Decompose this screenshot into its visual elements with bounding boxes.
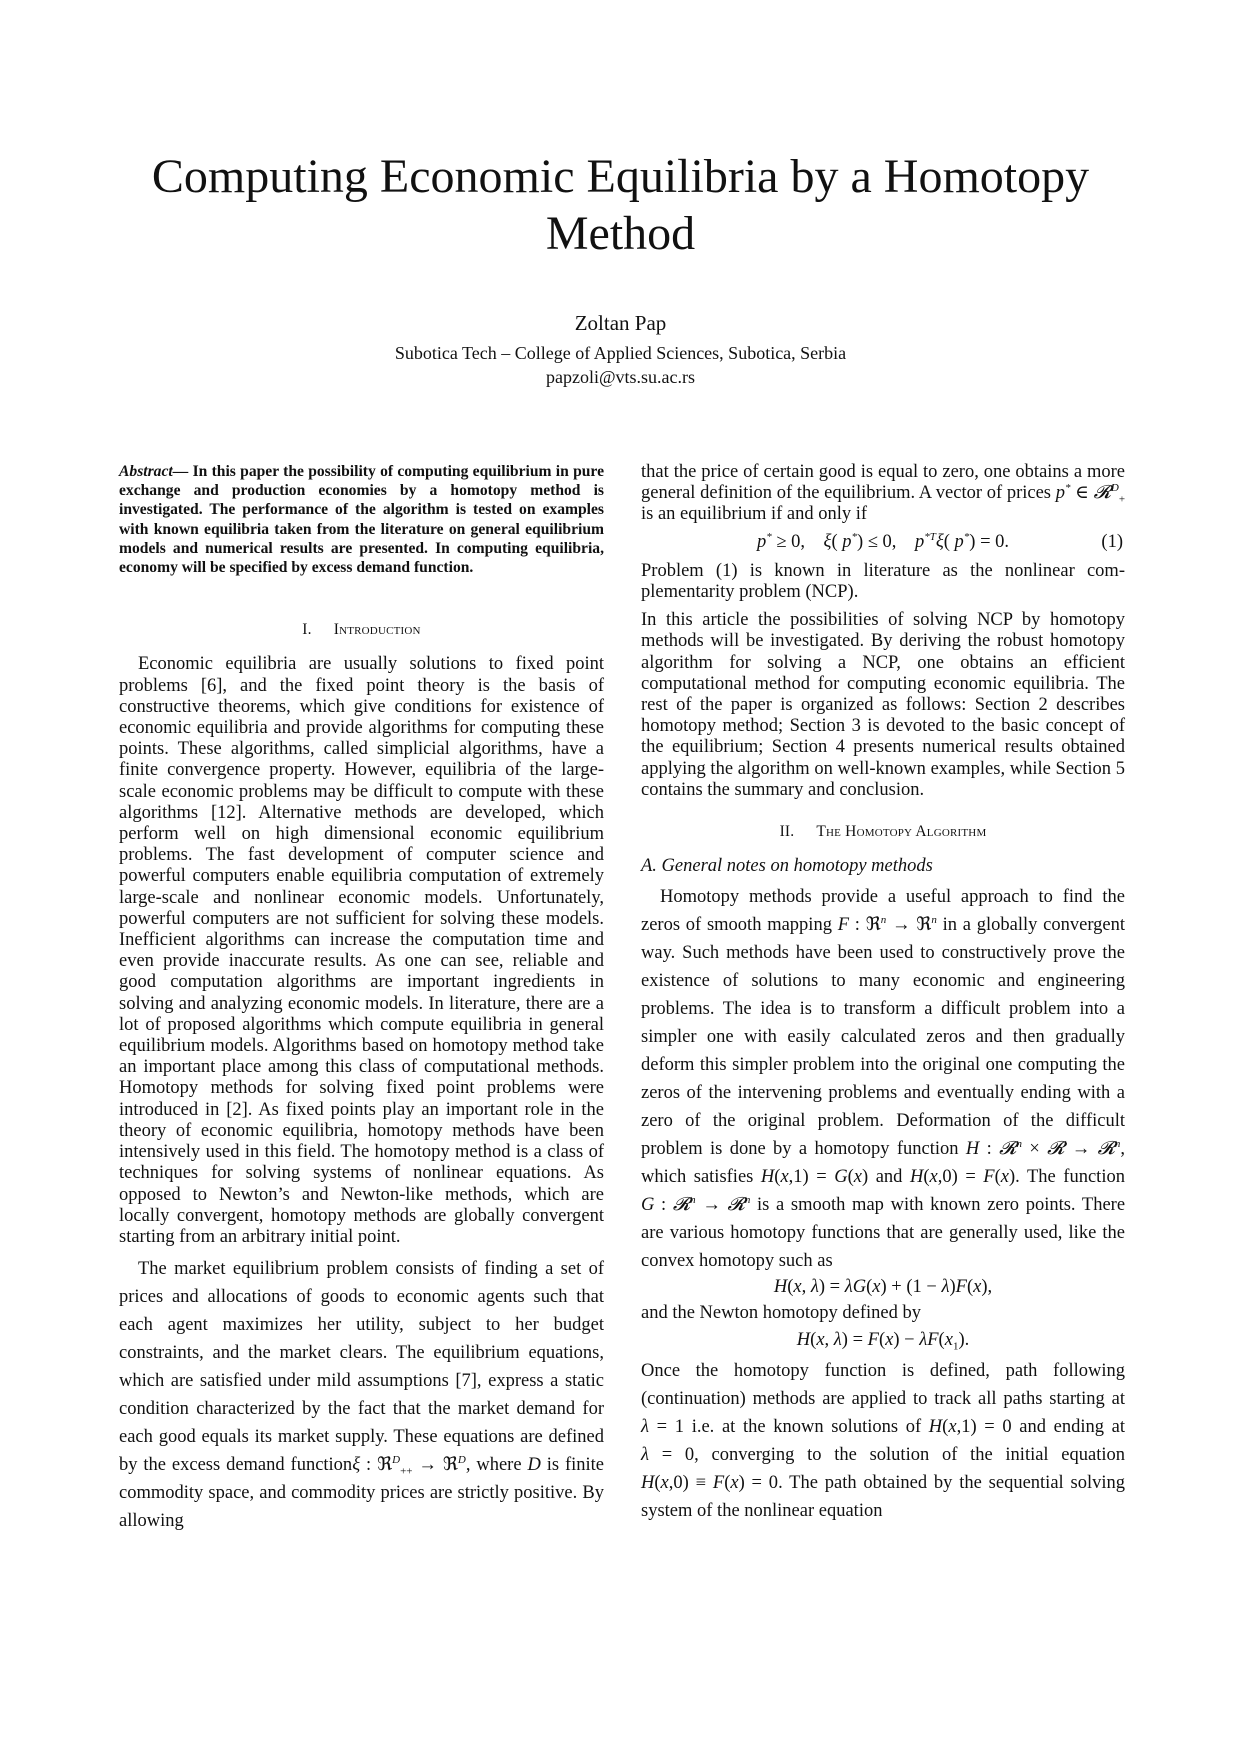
intro-paragraph-2 [119,1255,604,1535]
homotopy-function-formula: H : 𝓡$^n$ × 𝓡 → 𝓡$^n$ [965,1138,1121,1160]
lambda-one: λ = 1 [641,1417,685,1438]
h-p1-e: . The function [1015,1167,1125,1188]
abstract-text: In this paper the possibility of computing equilibrium in pure exchange and production economies by a homotopy method is investigated. The performance of the algorithm is tested on examples with known equilibria taken from the literature on general equilibrium models and numerical results are presented. In computing equilibria, economy will be specified by excess demand function. [119,463,604,577]
right-column [641,462,1125,1525]
price-vector-formula: p* ∈ 𝓡$^D_+$ [1055,482,1126,506]
math-D: D [527,1455,541,1476]
h-p2-c: and ending at [1019,1417,1126,1438]
title-line-2: Method [545,207,696,260]
newton-homotopy-intro: and the Newton homotopy defined by [641,1302,922,1323]
h-p2-a: Once the homotopy function is defined, path following (continuation) methods are applied to track all paths starting at [641,1361,1125,1410]
affiliation: Subotica Tech – College of Applied Sciences, Subotica, Serbia [394,343,847,363]
h-p2-d: , converging to the solution of the initial equation [694,1445,1126,1466]
boundary-condition-0: H(x,0) = F(x) [909,1167,1016,1188]
ncp-paragraph: Problem (1) is known in literature as the nonlinear complementarity problem (NCP). [641,560,1125,603]
article-overview-paragraph: In this article the possibilities of solving NCP by homotopy methods will be investigated. By deriving the robust homotopy algorithm for solving a NCP, one obtains an efficient computational method for computing economic equilibria. The rest of the paper is organized as follows: Section 2 describes homotopy method; Section 3 is devoted to the basic concept of the equilibrium; Section 4 presents numerical results obtained applying the algorithm on well-known examples, while Section 5 contains the summary and conclusion. [641,610,1125,800]
intro-paragraph-1: Economic equilibria are usually solutions to fixed point problems [6], and the fixed point theory is the basis of constructive theorems, which give conditions for existence of economic equilibria and provide algorithms for computing these points. These algorithms, called simplicial algorithms, have a finite convergence property. However, equilibria of the large-scale economic problems may be difficult to compute with these algorithms [12]. Alternative methods are developed, which perform well on high dimensional economic equilibrium problems. The fast development of computer science and powerful computers enable equilibria computation of extremely large-scale and nonlinear economic models. Unfortunately, powerful computers are not sufficient for solving these models. Inefficient algorithms can increase the computation time and even provide inaccurate results. As one can see, reliable and good computation algorithms are important ingredients in solving and analyzing economic models. In literature, there are a lot of proposed algorithms which compute equilibria in general equilibrium models. Algorithms based on homotopy method take an important place among this class of computational methods. Homotopy methods for solving fixed point problems were introduced in [2]. As fixed points play an important role in the theory of economic equilibria, homotopy methods have been intensively used in this field. The homotopy method is a class of techniques for solving systems of nonlinear equations. As opposed to Newton’s and Newton-like methods, which are locally convergent, homotopy methods are globally convergent starting from an arbitrary initial point. [119,654,604,1247]
h-p1-f: is a smooth map with known zero points. There are various homotopy functions that are generally used, like the convex homotopy such as [641,1195,1126,1272]
homotopy-paragraph-2 [641,1357,1125,1525]
section-number: I. [302,621,312,639]
initial-equation-formula: H(x,0) ≡ F(x) = 0 [641,1473,779,1494]
excess-demand-formula: ξ : ℜ$^D_{++}$ → ℜ$^D$ [352,1453,466,1478]
h-p1-b: in a globally convergent way. Such methods have been used to constructively prove the existence of solutions to many economic and engineering problems. The idea is to transform a difficult problem into a simpler one with easily calculated zeros and then gradually deform this simpler problem into the original one computing the zeros of the intervening problems and eventually ending with a zero of the original problem. Deformation of the difficult problem is done by a homotopy function [641,915,1125,1160]
author-name: Zoltan Pap [574,311,667,335]
h-p1-d: and [875,1167,903,1188]
affiliation-block [0,341,1241,389]
section-heading-introduction [119,619,604,640]
h-p2-e: . The path obtained by the sequential solving system of the nonlinear equation [641,1473,1125,1522]
subsection-heading: A. General notes on homotopy methods [641,856,933,877]
paper-title [60,148,1181,262]
title-line-1: Computing Economic Equilibria by a Homotopy [151,150,1090,203]
intro-p2-text-c: is finite commodity space, and commodity prices are strictly positive. By allowing [119,1455,605,1532]
continuation-paragraph [641,462,1125,526]
boundary-condition-1: H(x,1) = G(x) [760,1167,869,1188]
left-column [119,462,604,1535]
equation-1-formula: p* ≥ 0, ξ( p*) ≤ 0, $p^{*T}\xi$( p*) = 0. [756,530,1010,552]
smooth-map-formula: G : 𝓡$^n$ → 𝓡$^n$ [641,1194,751,1216]
convex-homotopy-equation: H(x, λ) = λG(x) + (1 − λ)F(x), [773,1277,993,1298]
cont-text-b: is an equilibrium if and only if [641,504,868,525]
newton-homotopy-equation: H(x, $\lambda) = F(x) - \lambda F(x_1)$. [796,1329,970,1353]
abstract [119,462,604,577]
intro-p2-text-a: The market equilibrium problem consists of finding a set of prices and allocations of goods to economic agents such that each agent maximizes her utility, subject to her budget constraints, and the market clears. The equilibrium equations, which are satisfied under mild assumptions [7], express a static condition characterized by the fact that the market demand for each good equals its market supply. These equations are defined by the excess demand function [119,1259,604,1476]
section-title: Introduction [333,621,421,639]
mapping-formula: F : ℜ$^n$ → ℜ$^n$ [837,914,937,936]
known-solution-formula: H(x,1) = 0 [928,1417,1012,1438]
h-p1-c: , which satisfies [641,1139,1126,1188]
equation-1 [641,532,1125,553]
author-email: papzoli@vts.su.ac.rs [545,367,696,387]
section-title: The Homotopy Algorithm [816,823,987,841]
equation-number: (1) [1101,531,1123,552]
h-p2-b: i.e. at the known solutions of [691,1417,922,1438]
intro-p2-text-b: , where [465,1455,522,1476]
section-heading-homotopy [641,821,1125,842]
lambda-zero: λ = 0 [641,1445,695,1466]
cont-text-a: that the price of certain good is equal to zero, one obtains a more general definition of the equilibrium. A vector of prices [641,462,1125,504]
h-p1-a: Homotopy methods provide a useful approach to find the zeros of smooth mapping [641,887,1125,936]
homotopy-paragraph-1 [641,883,1125,1275]
abstract-label: Abstract— [119,463,189,480]
section-number: II. [779,823,795,841]
